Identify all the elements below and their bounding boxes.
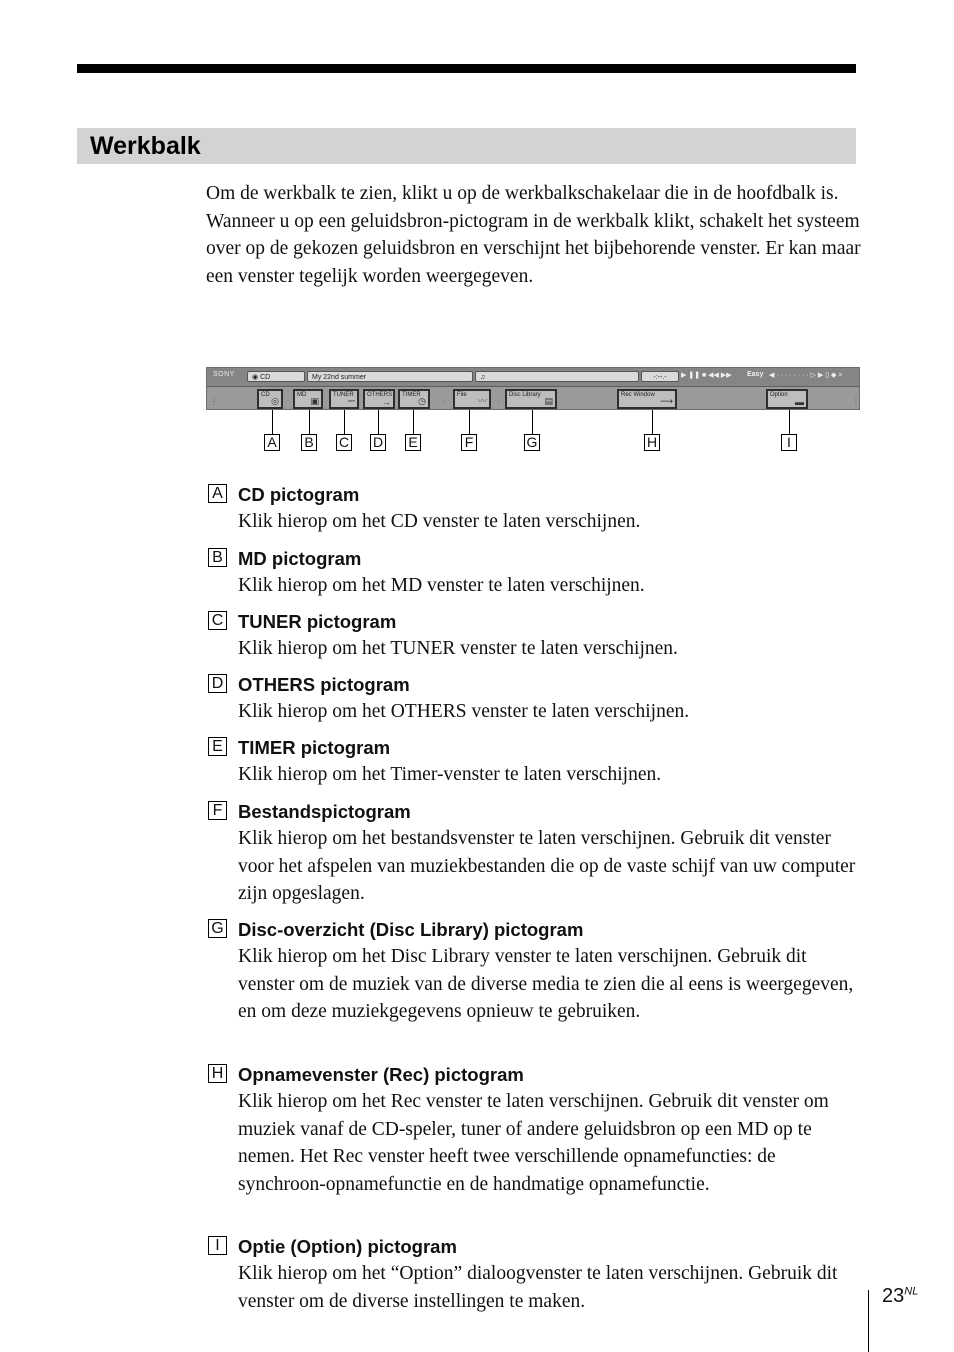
intro-paragraph-1: Om de werkbalk te zien, klikt u op de werkbalkschakelaar die in de hoofdbalk is. xyxy=(206,183,839,204)
callout-line-c xyxy=(344,410,345,434)
callout-line-d xyxy=(378,410,379,434)
callout-i: I xyxy=(781,434,797,451)
item-title: Opnamevenster (Rec) pictogram xyxy=(238,1064,524,1085)
item-description: Klik hierop om het Disc Library venster te laten verschijnen. Gebruik dit venster om de muziek van de diverse media te zien die al eens is weergegeven, en om deze muziekgegevens opnieuw te gebruiken. xyxy=(238,946,854,1022)
callout-b: B xyxy=(301,434,317,451)
list-item xyxy=(208,1233,858,1315)
list-item xyxy=(208,671,858,726)
list-item xyxy=(208,916,858,1026)
rec-window-button-label: Rec Window xyxy=(621,392,655,398)
section-heading-bar xyxy=(77,128,856,164)
option-button[interactable] xyxy=(766,389,808,409)
music-note-icon: ♫ xyxy=(475,371,639,382)
item-description: Klik hierop om het MD venster te laten verschijnen. xyxy=(238,575,645,596)
md-button[interactable] xyxy=(293,389,323,409)
title-field: My 22nd summer xyxy=(307,371,473,382)
disc-icon: ◎ xyxy=(271,396,279,406)
callout-f: F xyxy=(461,434,477,451)
tuner-button-label: TUNER xyxy=(333,392,354,398)
item-letter: F xyxy=(208,801,227,820)
callout-d: D xyxy=(370,434,386,451)
brand-logo: SONY xyxy=(213,371,235,378)
item-description: Klik hierop om het TUNER venster te laten verschijnen. xyxy=(238,638,678,659)
time-readout: -:--.- xyxy=(641,371,679,382)
callout-e: E xyxy=(405,434,421,451)
item-description: Klik hierop om het CD venster te laten verschijnen. xyxy=(238,511,641,532)
grip-dots-icon-right: ⋮ xyxy=(852,397,860,406)
item-title: OTHERS pictogram xyxy=(238,674,410,695)
item-letter: A xyxy=(208,484,227,503)
callout-line-h xyxy=(652,410,653,434)
item-description: Klik hierop om het Rec venster te laten verschijnen. Gebruik dit venster om muziek vanaf de CD-speler, tuner of andere geluidsbron op een MD op te nemen. Het Rec venster heeft twee verschillende opnamefuncties: de synchroon-opnamefunctie en de handmatige opnamefunctie. xyxy=(238,1091,829,1195)
callout-line-f xyxy=(469,410,470,434)
list-item xyxy=(208,481,858,536)
intro-paragraph-2: Wanneer u op een geluidsbron-pictogram in de werkbalk klikt, schakelt het systeem over op de gekozen geluidsbron en verschijnt het bijbehorende venster. Er kan maar een venster tegelijk worden weergegeven. xyxy=(206,210,861,287)
item-letter: G xyxy=(208,919,227,938)
cd-button[interactable] xyxy=(257,389,283,409)
section-title: Werkbalk xyxy=(90,132,201,160)
item-title: Disc-overzicht (Disc Library) pictogram xyxy=(238,919,584,940)
separator-dot-icon-2: · xyxy=(497,397,500,406)
item-description: Klik hierop om het “Option” dialoogvenster te laten verschijnen. Gebruik dit venster om de diverse instellingen te maken. xyxy=(238,1263,838,1312)
item-letter: E xyxy=(208,737,227,756)
disc-library-button-label: Disc Library xyxy=(509,392,541,398)
minidisc-icon: ▣ xyxy=(310,396,319,406)
timer-button[interactable] xyxy=(398,389,430,409)
transport-controls-icon: ▶ ❚❚ ■ ◀◀ ▶▶ xyxy=(681,372,732,379)
item-letter: I xyxy=(208,1236,227,1255)
rec-arrow-icon: ⟶ xyxy=(660,396,673,406)
list-item xyxy=(208,798,858,908)
item-title: CD pictogram xyxy=(238,484,360,505)
item-title: TIMER pictogram xyxy=(238,737,391,758)
callout-line-i xyxy=(789,410,790,434)
others-button[interactable] xyxy=(363,389,395,409)
page-number xyxy=(882,1285,918,1308)
item-title: Optie (Option) pictogram xyxy=(238,1236,457,1257)
toolbar-main-bar xyxy=(207,368,859,387)
md-button-label: MD xyxy=(297,392,307,398)
item-letter: H xyxy=(208,1064,227,1083)
tuner-icon: ⎓ xyxy=(347,396,355,406)
item-title: Bestandspictogram xyxy=(238,801,411,822)
library-icon: ▤ xyxy=(544,396,553,406)
top-rule xyxy=(77,64,856,73)
callout-line-b xyxy=(309,410,310,434)
callout-line-e xyxy=(413,410,414,434)
item-description: Klik hierop om het Timer-venster te laten verschijnen. xyxy=(238,764,662,785)
list-item xyxy=(208,608,858,663)
page-number-value: 23 xyxy=(882,1285,905,1307)
rec-window-button[interactable] xyxy=(617,389,677,409)
item-title: MD pictogram xyxy=(238,548,362,569)
tuner-button[interactable] xyxy=(329,389,359,409)
item-letter: B xyxy=(208,548,227,567)
callout-h: H xyxy=(644,434,660,451)
waveform-icon: 〰 xyxy=(477,396,487,406)
item-title: TUNER pictogram xyxy=(238,611,397,632)
source-field: ◉ CD xyxy=(247,371,305,382)
callout-c: C xyxy=(336,434,352,451)
arrow-icon: → xyxy=(382,397,391,407)
intro-text xyxy=(206,180,861,290)
option-button-label: Option xyxy=(770,392,788,398)
option-icon: ▬ xyxy=(795,397,804,407)
item-letter: C xyxy=(208,611,227,630)
cd-button-label: CD xyxy=(261,392,270,398)
disc-library-button[interactable] xyxy=(505,389,557,409)
list-item xyxy=(208,545,858,600)
file-button-label: File xyxy=(457,392,467,398)
source-field-text: CD xyxy=(260,374,271,381)
item-description: Klik hierop om het bestandsvenster te laten verschijnen. Gebruik dit venster voor het afspelen van muziekbestanden die op de vaste schijf van uw computer zijn opgeslagen. xyxy=(238,828,856,904)
grip-dots-icon: ⋮ xyxy=(210,397,218,406)
page-number-suffix: NL xyxy=(904,1285,919,1298)
easy-label: Easy xyxy=(747,371,764,378)
separator-dot-icon: · xyxy=(443,397,446,406)
callout-line-a xyxy=(272,410,273,434)
page-side-rule xyxy=(868,1290,869,1352)
timer-button-label: TIMER xyxy=(402,392,421,398)
item-description: Klik hierop om het OTHERS venster te laten verschijnen. xyxy=(238,701,690,722)
file-button[interactable] xyxy=(453,389,491,409)
callout-line-g xyxy=(532,410,533,434)
toolbar-screenshot xyxy=(206,367,860,410)
volume-slider-icon: ◀ · · · · · · · · ▷ ▶ ▯ ◆ × xyxy=(769,372,843,379)
item-letter: D xyxy=(208,674,227,693)
list-item xyxy=(208,1061,858,1198)
callout-a: A xyxy=(264,434,280,451)
others-button-label: OTHERS xyxy=(367,392,393,398)
callout-g: G xyxy=(524,434,540,451)
clock-icon: ◷ xyxy=(418,396,426,406)
list-item xyxy=(208,734,858,789)
